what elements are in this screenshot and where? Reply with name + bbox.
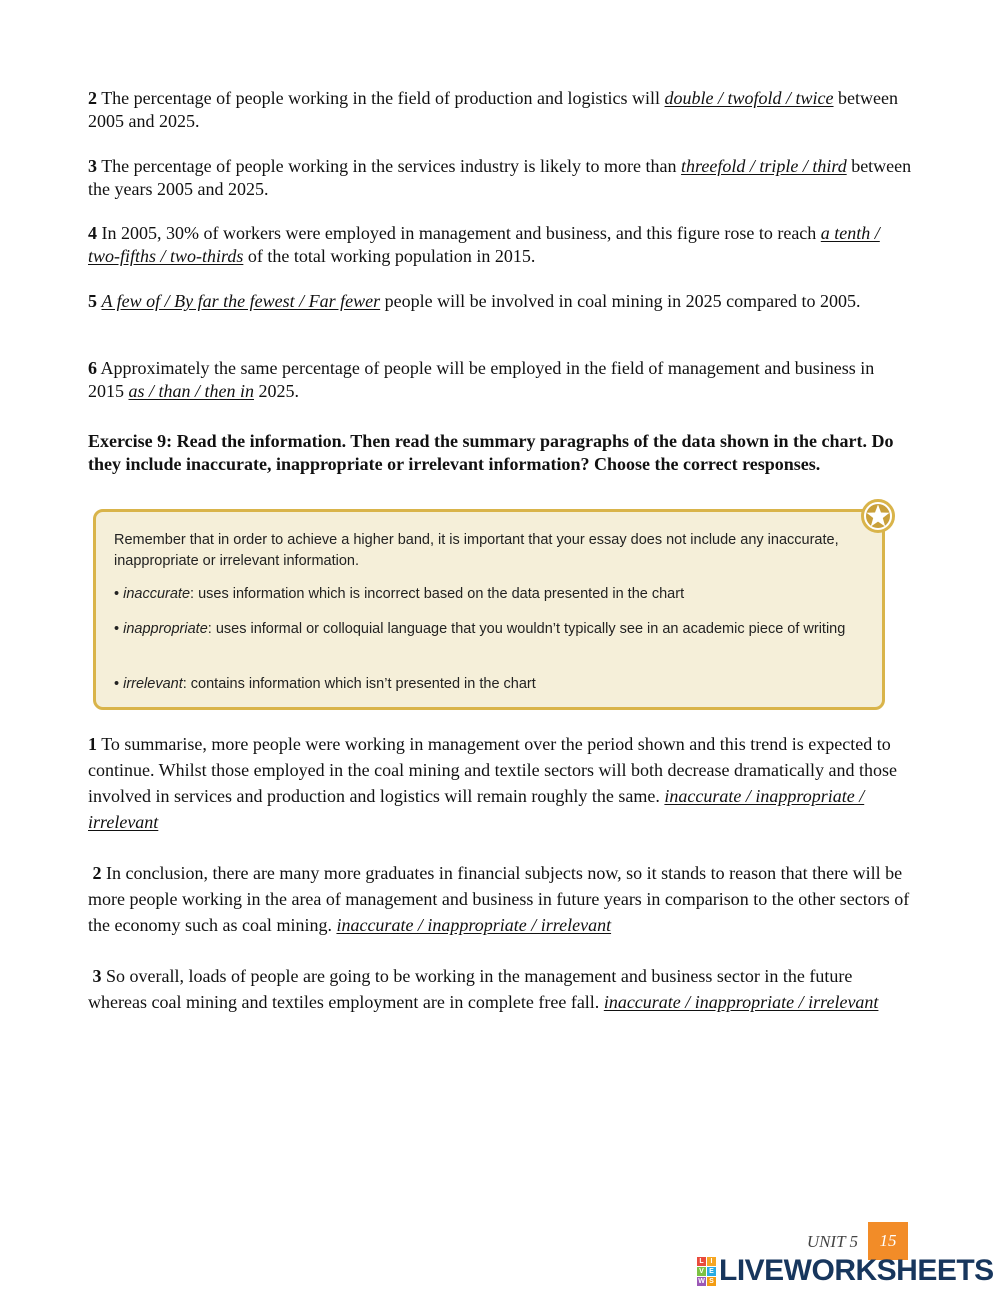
summary-2 (88, 860, 912, 938)
tip-term: inaccurate (123, 586, 191, 602)
answer-options[interactable]: inaccurate / inappropriate / irrelevant (336, 915, 612, 935)
answer-options[interactable]: as / than / then in (128, 381, 254, 401)
tip-description: : uses information which is incorrect based on the data presented in the chart (190, 586, 685, 602)
bullet: • (114, 676, 120, 692)
question-text-end: of the total working population in 2015. (243, 246, 536, 266)
tip-description: : uses informal or colloquial language that you wouldn’t typically see in an academic piece of writing (207, 621, 846, 637)
question-text: The percentage of people working in the field of production and logistics will (101, 88, 665, 108)
question-2 (88, 87, 912, 133)
bullet: • (114, 586, 120, 602)
tip-item-inaccurate (114, 584, 874, 605)
question-text-end: between 2005 and 2025. (88, 88, 898, 131)
tip-term: inappropriate (123, 621, 208, 637)
summary-text: So overall, loads of people are going to be working in the management and business sector in the future whereas coal mining and textiles employment are in complete free fall. (88, 966, 853, 1012)
summary-number: 1 (88, 734, 97, 754)
page-number: 15 (868, 1222, 908, 1260)
logo-tiles-icon (697, 1257, 716, 1286)
question-number: 3 (88, 156, 97, 176)
question-text: The percentage of people working in the services industry is likely to more than (101, 156, 682, 176)
summary-number: 2 (92, 863, 102, 883)
logo-tile: W (698, 1277, 705, 1285)
summary-text: To summarise, more people were working in management over the period shown and this trend is expected to continue. Whilst those employed in the coal mining and textile sectors will both decrease dramatically and those involved in services and production and logistics will remain roughly the same. (88, 734, 897, 806)
question-text-end: people will be involved in coal mining in 2025 compared to 2005. (380, 291, 861, 311)
summary-3 (88, 963, 912, 1015)
question-number: 6 (88, 358, 97, 378)
liveworksheets-logo[interactable] (697, 1255, 994, 1287)
question-number: 2 (88, 88, 97, 108)
tip-box (93, 509, 885, 710)
logo-tile: V (697, 1267, 706, 1276)
answer-options[interactable]: a tenth / two-fifths / two-thirds (88, 223, 880, 266)
tip-term: irrelevant (123, 676, 183, 692)
question-number: 4 (88, 223, 97, 243)
question-5 (88, 290, 912, 313)
logo-tile: E (707, 1267, 716, 1276)
question-text: In 2005, 30% of workers were employed in management and business, and this figure rose to reach (101, 223, 821, 243)
summary-number: 3 (92, 966, 102, 986)
logo-tile: S (707, 1277, 716, 1286)
tip-item-inappropriate (114, 619, 874, 640)
logo-text: LIVEWORKSHEETS (719, 1254, 994, 1287)
star-badge-icon (861, 499, 895, 533)
answer-options[interactable]: threefold / triple / third (681, 156, 847, 176)
answer-options[interactable]: A few of / By far the fewest / Far fewer (101, 291, 381, 311)
question-3 (88, 155, 912, 201)
exercise-9-title: Exercise 9: Read the information. Then read the summary paragraphs of the data shown in the chart. Do they include inaccurate, inappropriate or irrelevant information? Choose the correct responses. (88, 431, 894, 474)
question-6 (88, 357, 912, 403)
tip-item-irrelevant (114, 674, 874, 695)
question-4 (88, 222, 912, 268)
tip-intro: Remember that in order to achieve a higher band, it is important that your essay does not include any inaccurate, inappropriate or irrelevant information. (114, 532, 839, 569)
unit-label: UNIT 5 (806, 1232, 858, 1251)
bullet: • (114, 621, 120, 637)
answer-options[interactable]: inaccurate / inappropriate / irrelevant (603, 992, 879, 1012)
logo-tile: L (697, 1257, 706, 1266)
summary-text: In conclusion, there are many more graduates in financial subjects now, so it stands to reason that there will be more people working in the area of management and business in future years in comparison to the other sectors of the economy such as coal mining. (88, 863, 910, 935)
question-text-end: between the years 2005 and 2025. (88, 156, 912, 199)
summary-1 (88, 731, 912, 835)
logo-tile: I (707, 1257, 716, 1266)
answer-options[interactable]: inaccurate / inappropriate / irrelevant (88, 786, 865, 832)
question-number: 5 (88, 291, 97, 311)
tip-description: : contains information which isn’t presented in the chart (182, 676, 536, 692)
answer-options[interactable]: double / twofold / twice (664, 88, 834, 108)
question-text: Approximately the same percentage of people will be employed in the field of management and business in 2015 (88, 358, 875, 401)
question-text-end: 2025. (254, 381, 299, 401)
